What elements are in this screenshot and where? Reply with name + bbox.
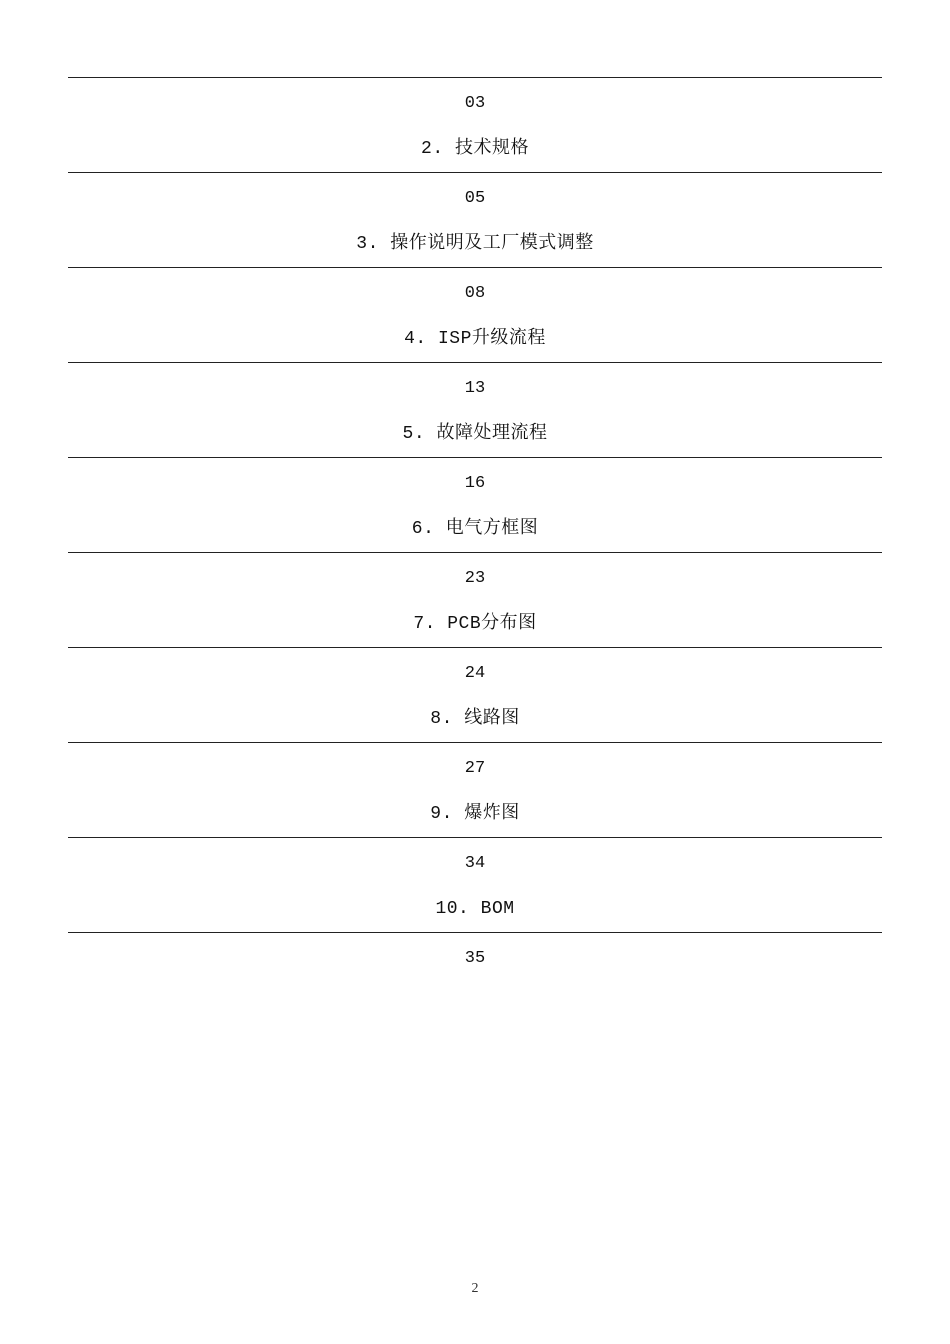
toc-page-number[interactable]: 16: [464, 474, 486, 493]
toc-entry-title[interactable]: 4. ISP升级流程: [404, 329, 546, 349]
dashed-leader-line: [68, 742, 882, 743]
dashed-leader-line: [68, 172, 882, 173]
dashed-leader-line: [68, 77, 882, 78]
footer-page-number: 2: [471, 1281, 479, 1296]
toc-entry-title[interactable]: 7. PCB分布图: [413, 614, 537, 634]
dashed-leader-line: [68, 457, 882, 458]
table-of-contents: [68, 0, 882, 969]
dashed-leader-line: [68, 932, 882, 933]
toc-page-number[interactable]: 27: [464, 759, 486, 778]
toc-page-number[interactable]: 23: [464, 569, 486, 588]
toc-entry-title[interactable]: 9. 爆炸图: [430, 804, 520, 824]
dashed-leader-line: [68, 362, 882, 363]
toc-page-number[interactable]: 34: [464, 854, 486, 873]
toc-page-number[interactable]: 13: [464, 379, 486, 398]
toc-page-number[interactable]: 35: [464, 949, 486, 968]
dashed-leader-line: [68, 267, 882, 268]
dashed-leader-line: [68, 837, 882, 838]
toc-entry-title[interactable]: 10. BOM: [435, 899, 515, 919]
toc-entry-title[interactable]: 6. 电气方框图: [411, 519, 539, 539]
toc-page-number[interactable]: 24: [464, 664, 486, 683]
toc-page-number[interactable]: 03: [464, 94, 486, 113]
toc-entry-title[interactable]: 3. 操作说明及工厂模式调整: [356, 234, 594, 254]
toc-entry-title[interactable]: 8. 线路图: [430, 709, 520, 729]
dashed-leader-line: [68, 552, 882, 553]
toc-entry-title[interactable]: 2. 技术规格: [421, 139, 529, 159]
toc-page-number[interactable]: 08: [464, 284, 486, 303]
toc-entry-title[interactable]: 5. 故障处理流程: [402, 424, 548, 444]
dashed-leader-line: [68, 647, 882, 648]
toc-page-number[interactable]: 05: [464, 189, 486, 208]
